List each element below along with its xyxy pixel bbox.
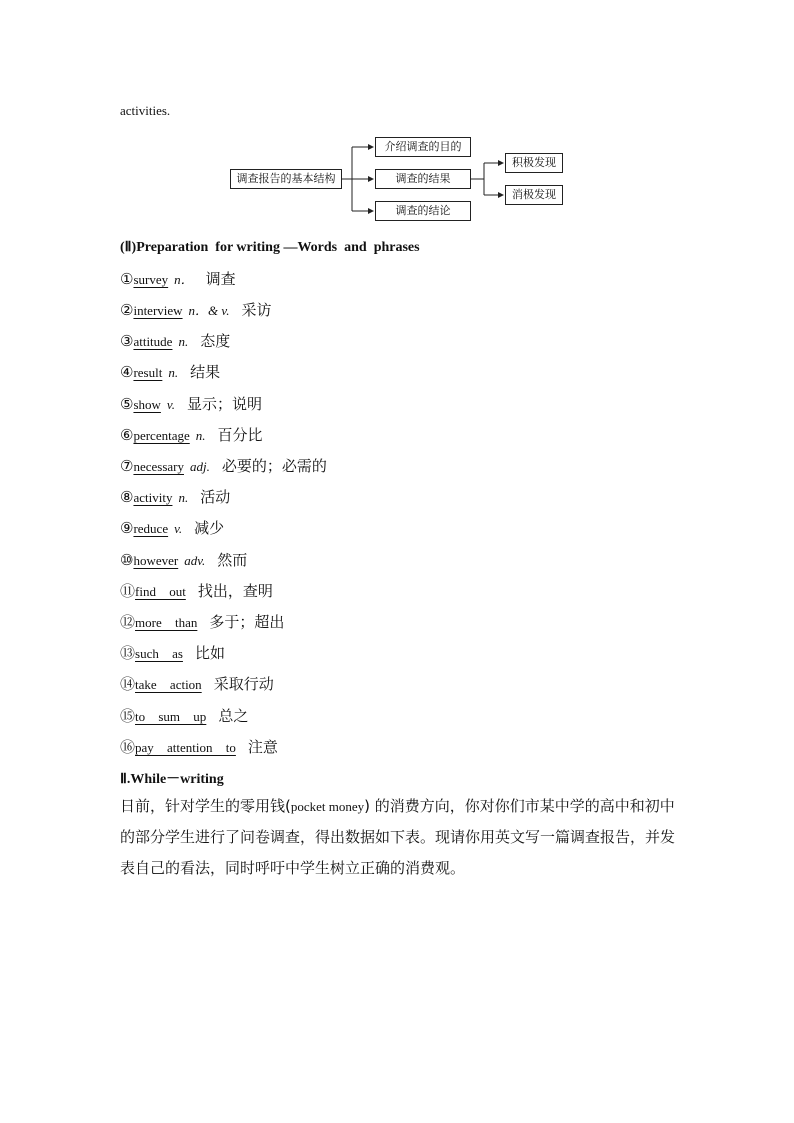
vocab-word: interview xyxy=(133,303,183,318)
vocab-meaning: 减少 xyxy=(194,519,225,537)
vocab-word: survey xyxy=(133,272,169,287)
vocab-pos: adv. xyxy=(184,553,206,568)
vocab-number: ① xyxy=(120,270,134,288)
vocab-meaning: 显示；说明 xyxy=(186,395,262,413)
structure-diagram xyxy=(226,132,566,224)
vocab-word: more than xyxy=(135,615,198,630)
vocab-item xyxy=(120,580,273,602)
vocab-item xyxy=(120,455,327,477)
vocab-meaning: 调查 xyxy=(205,270,236,288)
vocab-item xyxy=(120,486,230,508)
vocab-item xyxy=(120,517,224,539)
vocab-meaning: 总之 xyxy=(218,707,249,725)
diagram-sub-positive: 积极发现 xyxy=(505,153,563,173)
vocab-number: ⑤ xyxy=(120,395,134,413)
vocab-meaning: 百分比 xyxy=(217,426,263,444)
vocab-word: find out xyxy=(135,584,186,599)
vocab-number: ⑦ xyxy=(120,457,134,475)
intro-text: activities. xyxy=(120,103,171,118)
vocab-pos: n． xyxy=(174,272,194,287)
vocab-word: show xyxy=(133,397,161,412)
vocab-item xyxy=(120,736,278,758)
vocab-number: ⑪ xyxy=(120,582,136,600)
diagram-branch-results: 调查的结果 xyxy=(375,169,471,189)
vocab-number: ② xyxy=(120,301,134,319)
vocab-item xyxy=(120,361,220,383)
vocab-item xyxy=(120,393,262,415)
vocab-item xyxy=(120,642,225,664)
vocab-meaning: 采取行动 xyxy=(213,675,274,693)
paragraph-text-2: pocket money xyxy=(290,799,365,814)
vocab-item xyxy=(120,299,271,321)
vocab-number: ④ xyxy=(120,363,134,381)
paragraph-text-3: ) 的消费方向，你对你们市某中学的高中和初中的部分学生进行了问卷调查，得出数据如下表。现请你用英文写一篇调查报告，并发表自己的看法，同时呼吁中学生树立正确的消费观。 xyxy=(120,797,676,877)
vocab-number: ⑫ xyxy=(120,613,136,631)
vocab-number: ⑨ xyxy=(120,519,134,537)
vocab-word: activity xyxy=(133,490,173,505)
vocab-number: ⑩ xyxy=(120,551,134,569)
vocab-number: ⑥ xyxy=(120,426,134,444)
vocab-item xyxy=(120,611,284,633)
vocab-word: reduce xyxy=(133,521,169,536)
vocab-word: percentage xyxy=(133,428,190,443)
vocab-word: attitude xyxy=(133,334,173,349)
vocab-number: ⑮ xyxy=(120,707,136,725)
vocab-pos: n. xyxy=(178,334,189,349)
vocab-pos: v. xyxy=(166,397,175,412)
vocab-pos: n. xyxy=(178,490,189,505)
section-heading-while-writing: Ⅱ.While－writing xyxy=(120,772,224,787)
vocab-item xyxy=(120,424,263,446)
vocab-meaning: 然而 xyxy=(217,551,248,569)
vocab-meaning: 活动 xyxy=(200,488,231,506)
vocab-item xyxy=(120,673,274,695)
vocab-word: to sum up xyxy=(135,709,207,724)
vocab-meaning: 多于；超出 xyxy=(209,613,285,631)
vocab-item xyxy=(120,268,236,290)
vocab-meaning: 注意 xyxy=(247,738,278,756)
vocab-number: ⑬ xyxy=(120,644,136,662)
task-paragraph xyxy=(120,791,680,884)
vocab-pos: adj. xyxy=(189,459,210,474)
vocab-pos: n. xyxy=(168,365,179,380)
vocab-number: ⑧ xyxy=(120,488,134,506)
diagram-branch-purpose: 介绍调查的目的 xyxy=(375,137,471,157)
vocab-meaning: 必要的；必需的 xyxy=(221,457,327,475)
vocab-word: however xyxy=(133,553,179,568)
vocab-item xyxy=(120,549,247,571)
section-heading-preparation: (Ⅱ)Preparation for writing —Words and phrases xyxy=(120,240,420,255)
vocab-pos: v. xyxy=(174,521,183,536)
vocab-number: ③ xyxy=(120,332,134,350)
vocab-number: ⑭ xyxy=(120,675,136,693)
vocab-number: ⑯ xyxy=(120,738,136,756)
vocab-word: necessary xyxy=(133,459,184,474)
vocab-word: result xyxy=(133,365,163,380)
vocab-pos: n．& v. xyxy=(188,303,230,318)
diagram-root-box: 调查报告的基本结构 xyxy=(230,169,342,189)
vocab-item xyxy=(120,705,248,727)
vocab-word: pay attention to xyxy=(135,740,236,755)
vocab-meaning: 找出，查明 xyxy=(197,582,273,600)
vocab-word: such as xyxy=(135,646,183,661)
vocab-word: take action xyxy=(135,677,202,692)
vocab-item xyxy=(120,330,230,352)
paragraph-text-1: 日前，针对学生的零用钱( xyxy=(120,797,291,815)
vocab-meaning: 比如 xyxy=(194,644,225,662)
vocab-meaning: 结果 xyxy=(190,363,221,381)
vocab-meaning: 态度 xyxy=(200,332,231,350)
vocab-pos: n. xyxy=(195,428,206,443)
diagram-sub-negative: 消极发现 xyxy=(505,185,563,205)
vocab-meaning: 采访 xyxy=(241,301,272,319)
diagram-branch-conclusion: 调查的结论 xyxy=(375,201,471,221)
